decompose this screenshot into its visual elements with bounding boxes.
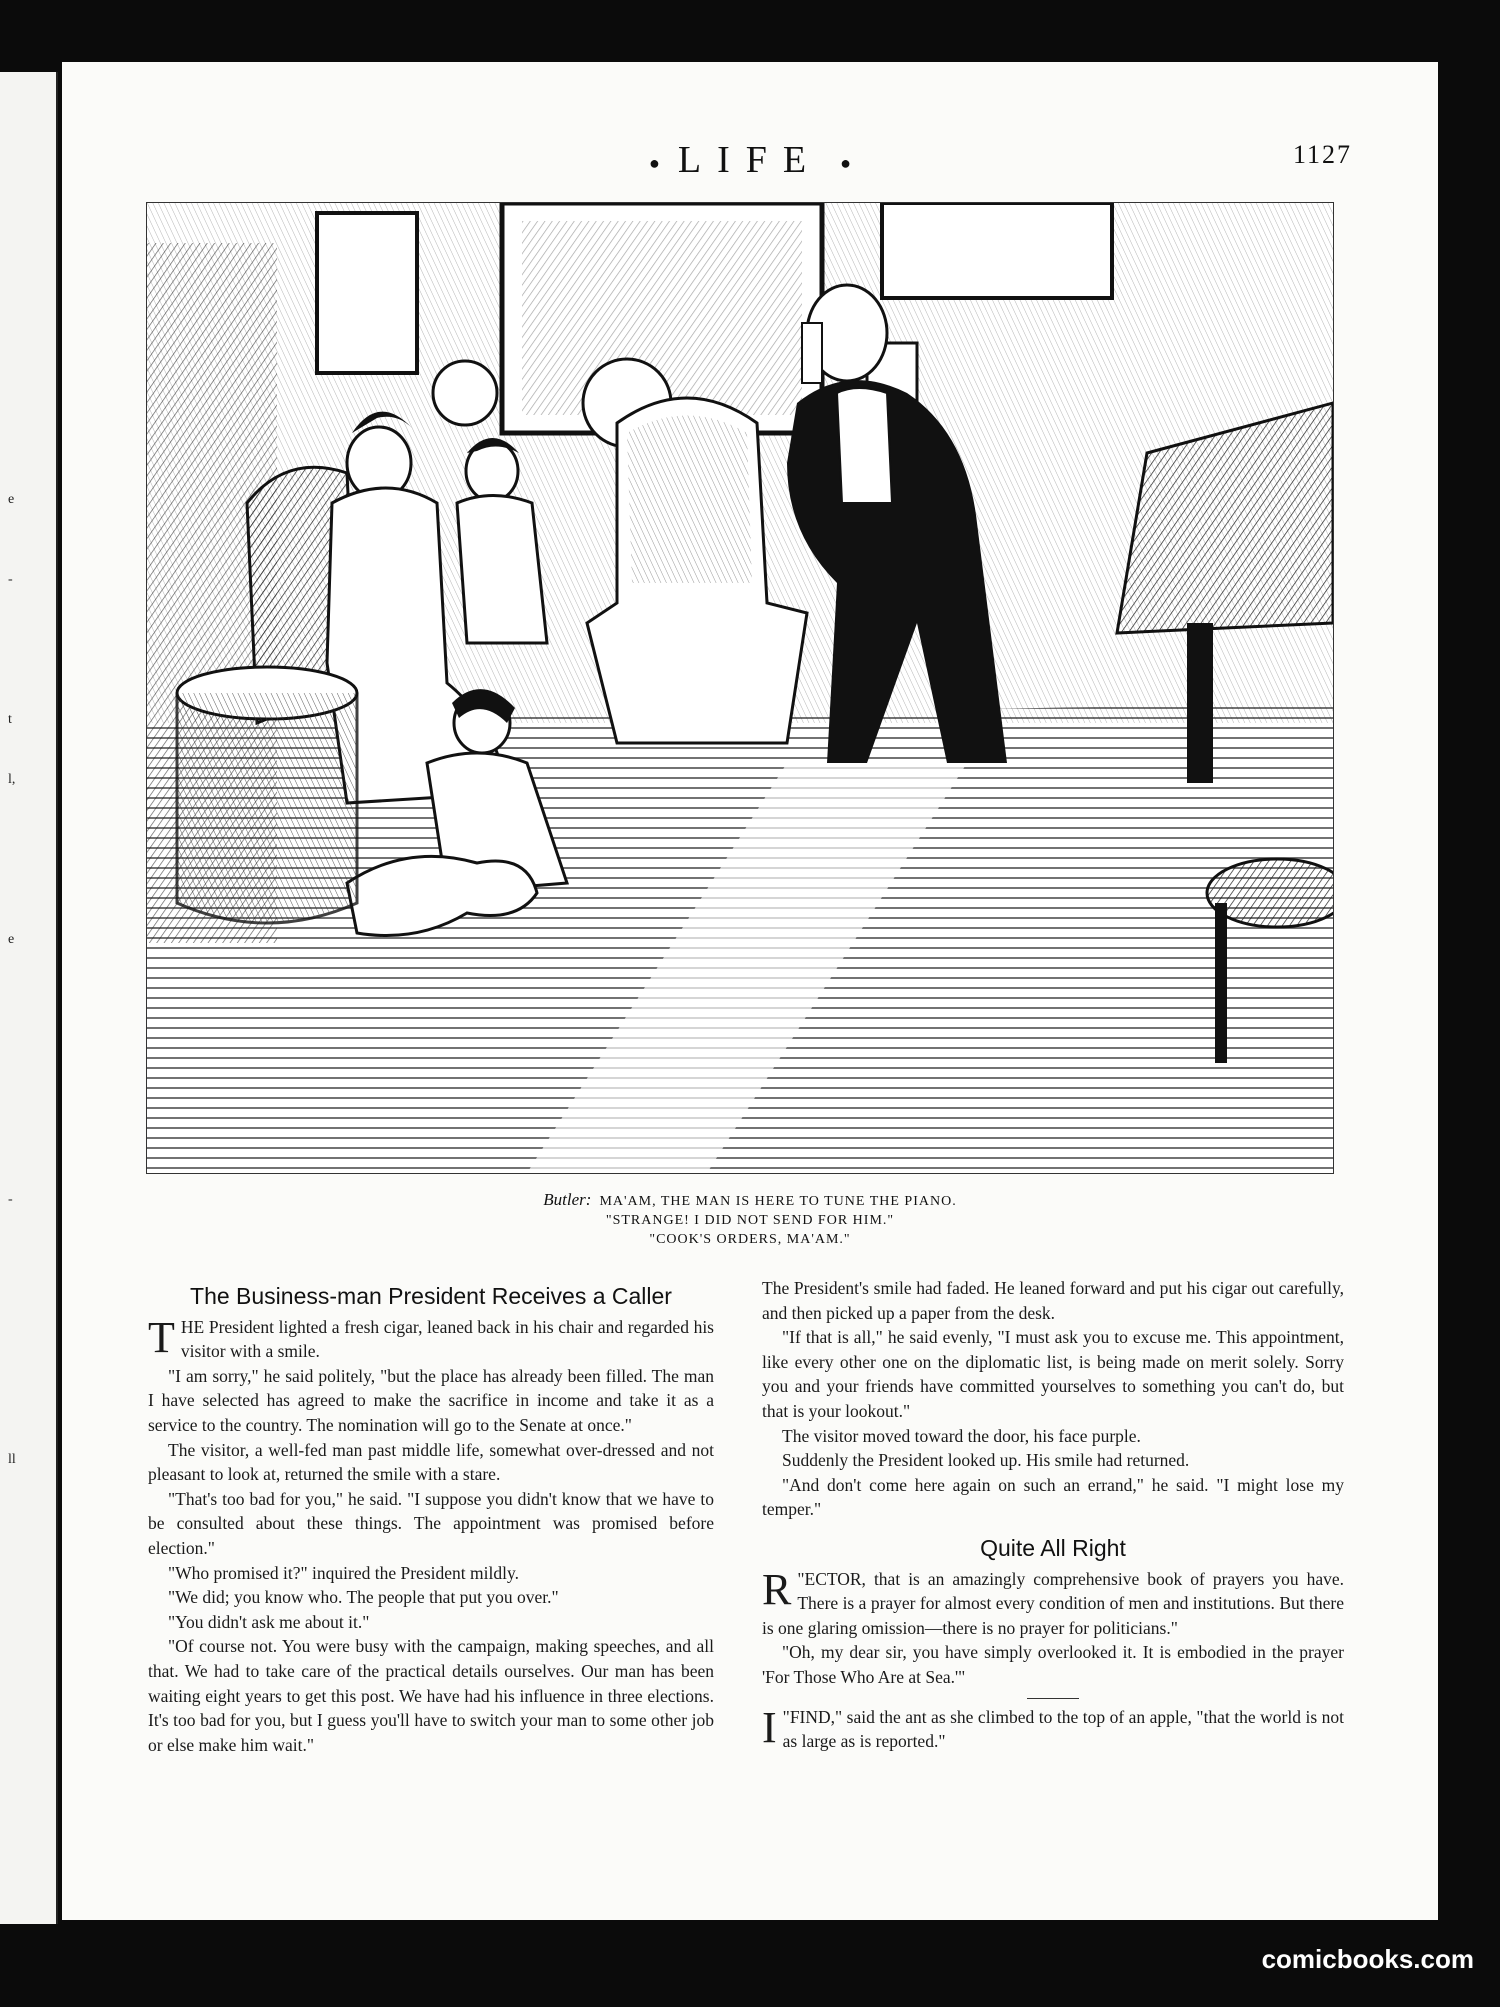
article-title: The Business-man President Receives a Caller [190, 1283, 672, 1309]
article-paragraph: "If that is all," he said evenly, "I must ask you to excuse me. This appointment, like every other one on the diplomatic list, is being made on merit solely. Sorry you and your friends have committed yourselves to something you can't do, but that is your lookout." [762, 1327, 1344, 1421]
drop-cap: I [762, 1702, 777, 1752]
ant-paragraph: I "FIND," said the ant as she climbed to the top of an apple, "that the world is not as large as is reported." [762, 1702, 1344, 1752]
article-paragraph: "Of course not. You were busy with the campaign, making speeches, and all that. We had to take care of the practical details ourselves. Our man has been waiting eight years to get this post. We have had his influence in three elections. It's too bad for you, but I guess you'll have to switch your man to some other job or else make him wait." [148, 1636, 714, 1755]
article-paragraph: Suddenly the President looked up. His smile had returned. [782, 1450, 1190, 1471]
article-paragraph: "Oh, my dear sir, you have simply overlooked it. It is embodied in the prayer 'For Those Who Are at Sea.'" [762, 1642, 1344, 1687]
article-paragraph: "And don't come here again on such an errand," he said. "I might lose my temper." [762, 1474, 1344, 1520]
article-paragraph: THE President lighted a fresh cigar, leaned back in his chair and regarded his visitor with a smile. [148, 1312, 714, 1362]
right-column [762, 1276, 1344, 1754]
article-paragraph: "I am sorry," he said politely, "but the place has already been filled. The man I have selected has agreed to make the sacrifice in income and take it as a service to the country. The nomination will go to the Senate at once." [148, 1365, 714, 1435]
article-business-man-president [148, 1284, 714, 1757]
caption-line-1: Butler: MA'AM, THE MAN IS HERE TO TUNE THE PIANO. [543, 1190, 957, 1209]
article-paragraph: "That's too bad for you," he said. "I suppose you didn't know that we have to be consulted about these things. The appointment was promised before election." [148, 1488, 714, 1558]
masthead-title: LIFE [677, 139, 823, 181]
article-paragraph: The visitor moved toward the door, his face purple. [782, 1425, 1141, 1446]
drop-cap: T [148, 1312, 175, 1362]
article-paragraph: The President's smile had faded. He leaned forward and put his cigar out carefully, and then picked up a paper from the desk. [762, 1278, 1344, 1323]
article-title-quite-all-right: Quite All Right [980, 1534, 1126, 1561]
watermark: comicbooks.com [1261, 1944, 1474, 1974]
caption-line-3: "COOK'S ORDERS, MA'AM." [649, 1232, 851, 1247]
adjacent-page-edge: e - t l, e - ll [0, 72, 58, 1924]
section-divider [1027, 1698, 1079, 1699]
drop-cap: R [762, 1564, 792, 1614]
caption-line-2: "STRANGE! I DID NOT SEND FOR HIM." [605, 1213, 895, 1228]
magazine-page [62, 62, 1438, 1920]
article-paragraph: "You didn't ask me about it." [168, 1611, 370, 1632]
cartoon-illustration [146, 202, 1334, 1174]
article-paragraph: "We did; you know who. The people that put you over." [168, 1587, 559, 1608]
article-paragraph: The visitor, a well-fed man past middle life, somewhat over-dressed and not pleasant to look at, returned the smile with a stare. [148, 1439, 714, 1485]
illustration-caption [62, 1190, 1438, 1249]
caption-speaker: Butler: [543, 1190, 592, 1209]
page-number: 1127 [1292, 140, 1352, 169]
article-paragraph: "Who promised it?" inquired the President mildly. [168, 1562, 519, 1583]
masthead: ● LIFE ● [649, 139, 851, 181]
article-paragraph: R "ECTOR, that is an amazingly comprehensive book of prayers you have. There is a prayer for almost every condition of men and institutions. But there is one glaring omission—there is no prayer for politicians." [762, 1564, 1344, 1638]
